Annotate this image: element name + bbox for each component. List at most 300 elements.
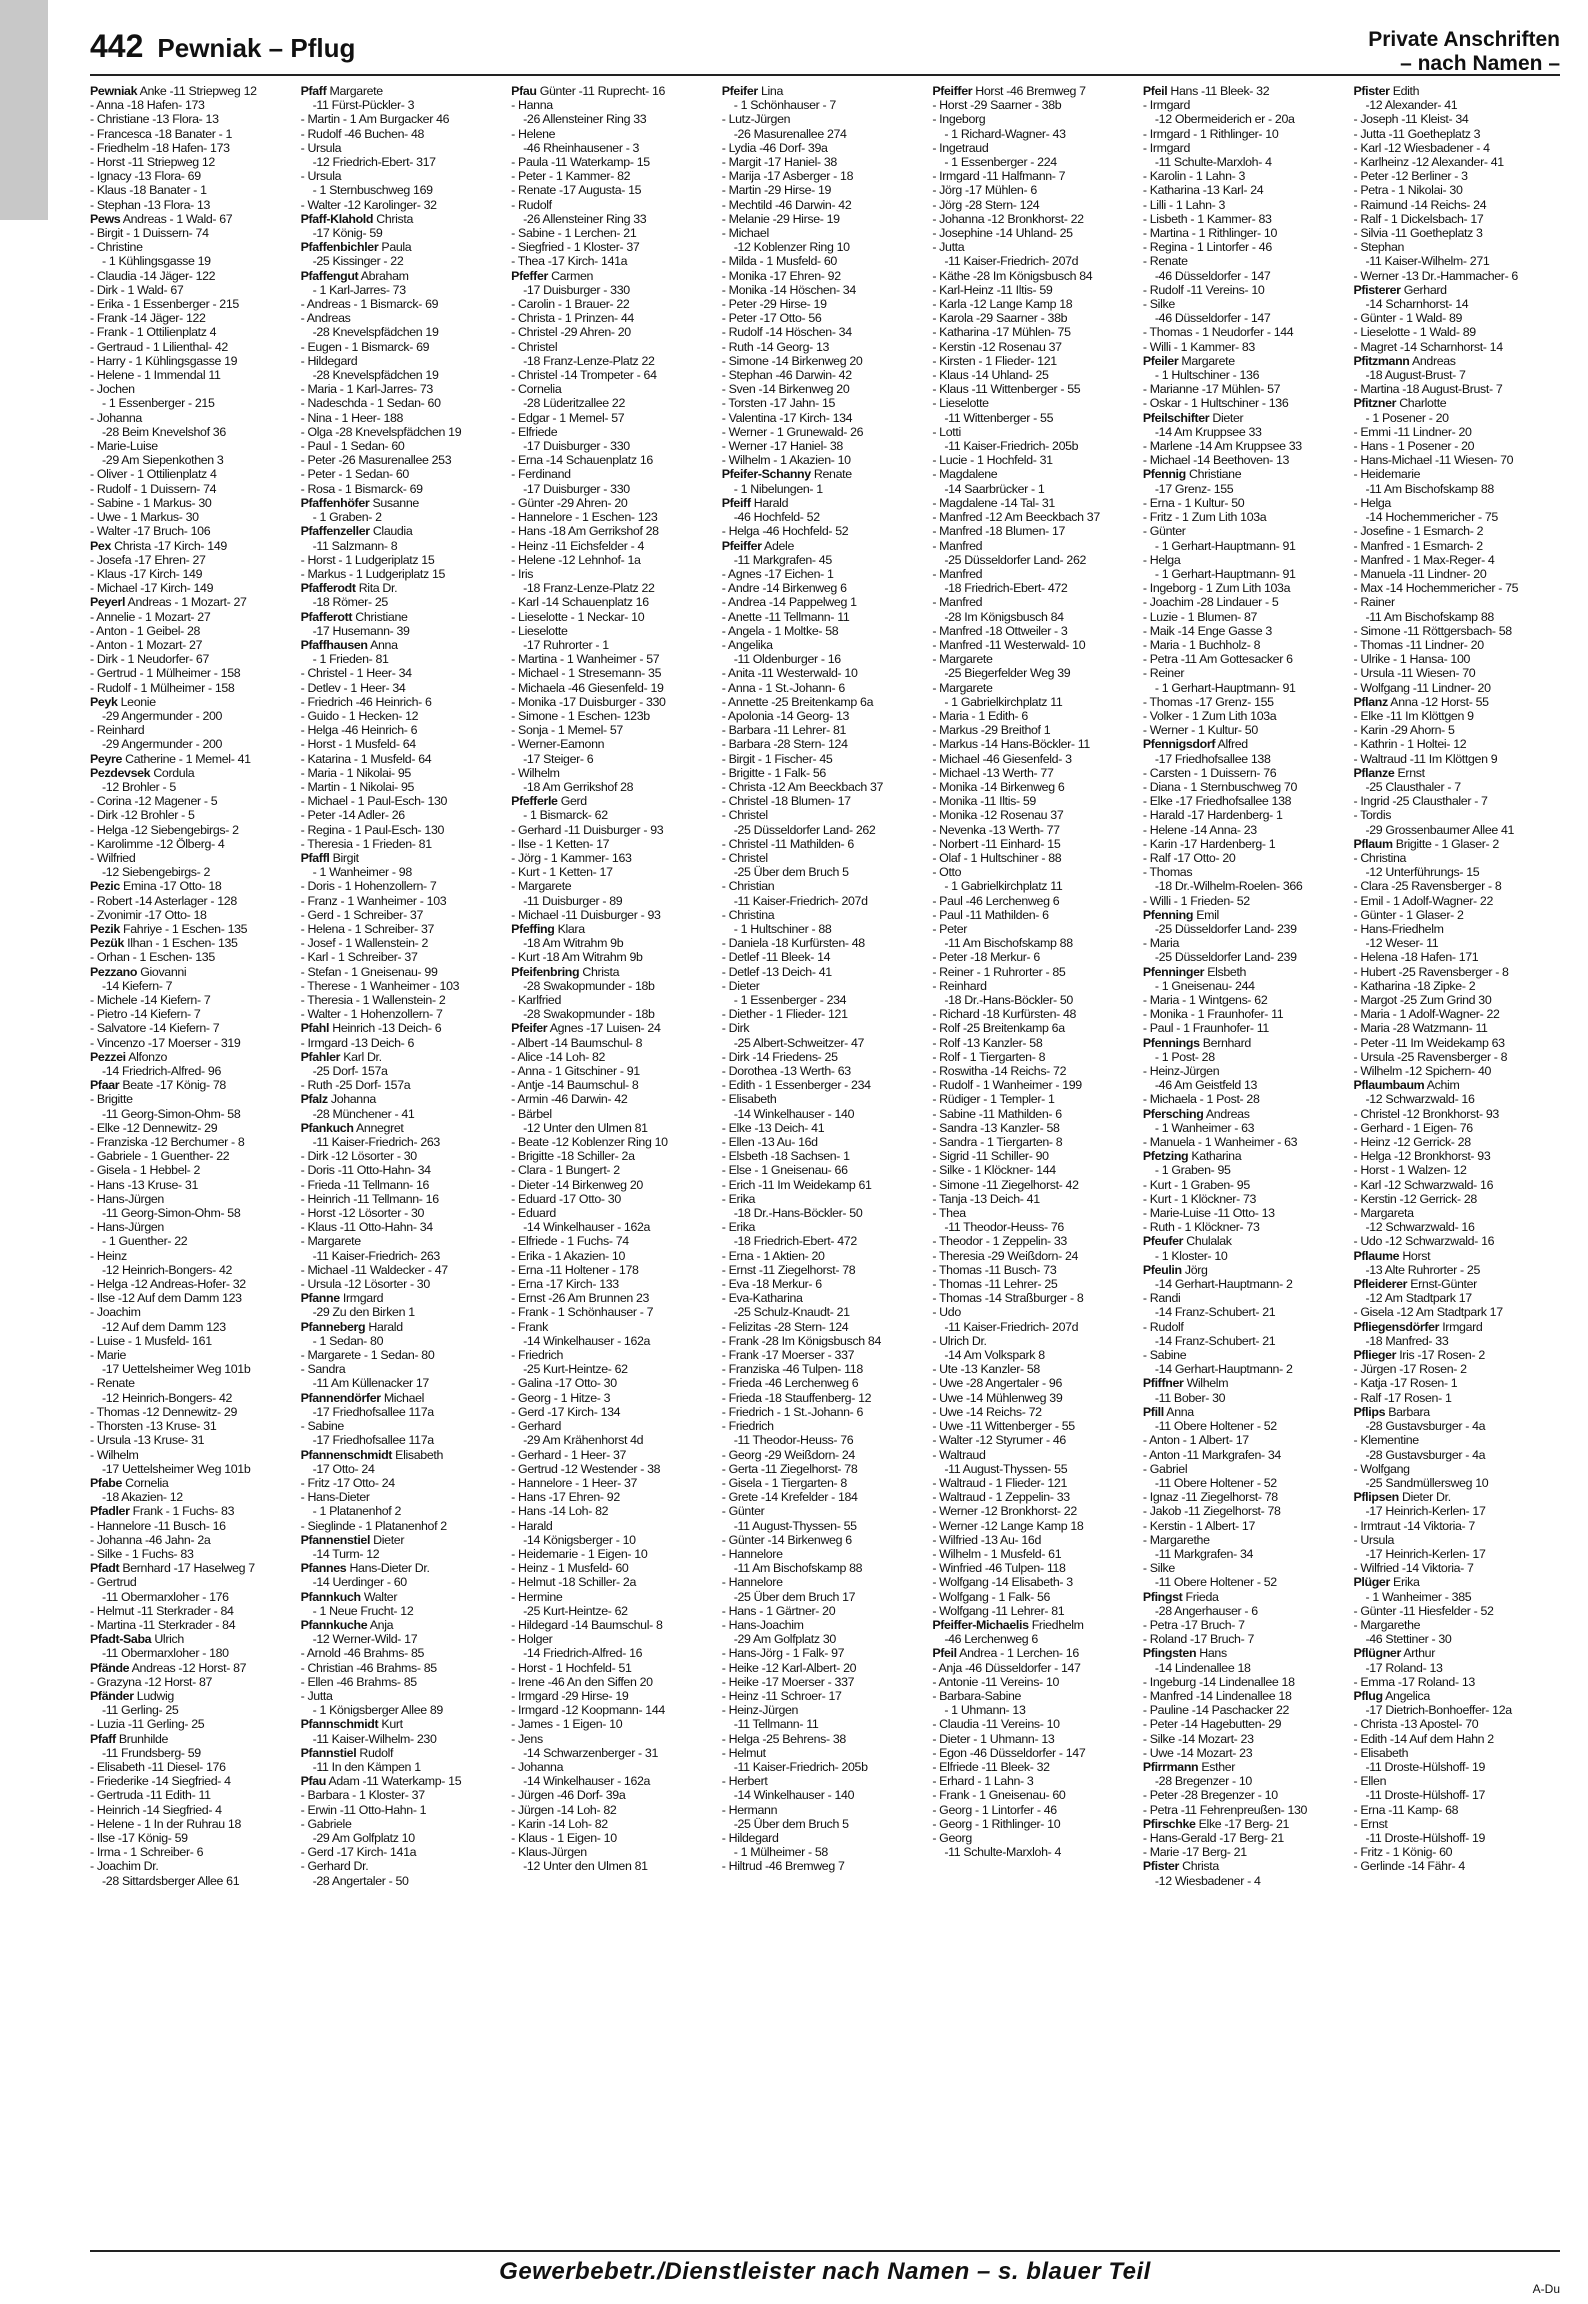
entry-text: - Elke -17 Friedhofsallee 138 xyxy=(1142,794,1292,809)
entry-line xyxy=(1143,1149,1350,1163)
listing-entry xyxy=(301,808,508,822)
listing-entry xyxy=(301,411,508,425)
entry-text: - Helena - 1 Schreiber- 37 xyxy=(300,921,435,936)
entry-address: -18 Friedrich-Ebert- 472 xyxy=(733,1234,857,1249)
entry-line xyxy=(90,1220,297,1234)
entry-address: -17 Roland- 13 xyxy=(1365,1660,1443,1675)
entry-text: - Luise - 1 Musfeld- 161 xyxy=(90,1333,212,1348)
entry-line xyxy=(932,865,1139,879)
listing-entry xyxy=(301,1490,508,1518)
entry-text: - Brigitte xyxy=(90,1092,133,1107)
entry-text: - Ingeborg xyxy=(932,112,986,127)
entry-text: - Margarethe xyxy=(1353,1617,1421,1632)
entry-line xyxy=(1143,1817,1350,1831)
entry-line xyxy=(1353,1206,1560,1220)
entry-line xyxy=(511,1675,718,1689)
entry-line xyxy=(932,539,1139,553)
listing-entry xyxy=(932,183,1139,197)
entry-address: -17 Husemann- 39 xyxy=(312,623,410,638)
entry-address: - 1 Kühlingsgasse 19 xyxy=(102,254,211,269)
entry-text: - Erika - 1 Akazien- 10 xyxy=(511,1248,625,1263)
entry-address: -14 Am Volkspark 8 xyxy=(944,1348,1045,1363)
entry-line xyxy=(722,1078,929,1092)
listing-entry xyxy=(511,340,718,368)
entry-line xyxy=(932,396,1139,410)
entry-line xyxy=(722,808,929,822)
entry-line xyxy=(1143,496,1350,510)
entry-line xyxy=(1353,1277,1560,1291)
entry-text: - Manuela -11 Lindner- 20 xyxy=(1353,566,1487,581)
entry-address: -12 Brohler - 5 xyxy=(102,779,176,794)
listing-entry xyxy=(511,851,718,865)
listing-entry xyxy=(722,226,929,254)
listing-entry xyxy=(932,354,1139,368)
entry-line xyxy=(511,1462,718,1476)
listing-entry xyxy=(1143,737,1350,765)
entry-address: -11 Bober- 30 xyxy=(1154,1390,1226,1405)
entry-text: - Ursula -11 Wiesen- 70 xyxy=(1353,666,1476,681)
entry-text: - Horst -29 Saarner - 38b xyxy=(932,98,1062,113)
entry-line xyxy=(1353,240,1560,254)
entry-address: -14 Königsberger - 10 xyxy=(523,1532,636,1547)
listing-entry xyxy=(301,709,508,723)
listing-entry xyxy=(932,112,1139,140)
listing-entry xyxy=(722,439,929,453)
entry-line xyxy=(301,1121,508,1135)
entry-address: - 1 Graben- 2 xyxy=(312,510,382,525)
entry-line xyxy=(301,425,508,439)
entry-text: - Klementine xyxy=(1353,1433,1419,1448)
entry-line xyxy=(932,752,1139,766)
entry-line xyxy=(1143,212,1350,226)
listing-entry xyxy=(90,98,297,112)
listing-entry xyxy=(90,297,297,311)
entry-text: - Walter - 1 Hohenzollern- 7 xyxy=(300,1007,443,1022)
entry-line xyxy=(1143,1291,1350,1305)
listing-entry xyxy=(90,1717,297,1731)
listing-entry xyxy=(90,212,297,226)
entry-line xyxy=(90,1859,297,1873)
entry-text: - Manfred -18 Ottweiler - 3 xyxy=(932,623,1068,638)
entry-line xyxy=(511,837,718,851)
listing-entry xyxy=(1353,837,1560,851)
listing-entry xyxy=(1353,1405,1560,1433)
entry-text: - Clara - 1 Bungert- 2 xyxy=(511,1163,620,1178)
entry-text: - Friedhelm -18 Hafen- 173 xyxy=(90,140,230,155)
listing-entry xyxy=(1143,198,1350,212)
entry-text: - Anita -11 Westerwald- 10 xyxy=(721,666,858,681)
entry-line xyxy=(511,1206,718,1220)
entry-text: Carmen xyxy=(551,268,594,283)
listing-entry xyxy=(1353,439,1560,453)
entry-line xyxy=(90,1575,297,1589)
entry-text: - Peter -14 Adler- 26 xyxy=(300,808,405,823)
listing-entry xyxy=(932,723,1139,737)
listing-entry xyxy=(90,1803,297,1817)
listing-entry xyxy=(1353,382,1560,396)
listing-entry xyxy=(511,723,718,737)
entry-line xyxy=(90,567,297,581)
listing-entry xyxy=(90,1618,297,1632)
entry-text: - Tordis xyxy=(1353,808,1392,823)
entry-text: - Hildegard xyxy=(721,1830,779,1845)
entry-line xyxy=(722,1291,929,1305)
entry-line xyxy=(1353,1575,1560,1589)
listing-entry xyxy=(1353,354,1560,382)
listing-entry xyxy=(722,524,929,538)
entry-text: - Cornelia xyxy=(511,382,562,397)
entry-address: -25 Kurt-Heintze- 62 xyxy=(523,1362,628,1377)
entry-text: - Kurt - 1 Ketten- 17 xyxy=(511,865,613,880)
listing-entry xyxy=(932,950,1139,964)
entry-line xyxy=(1353,425,1560,439)
listing-entry xyxy=(1353,1746,1560,1774)
listing-entry xyxy=(722,638,929,666)
entry-line xyxy=(90,1717,297,1731)
entry-text: - Michaela - 1 Post- 28 xyxy=(1142,1092,1260,1107)
entry-line xyxy=(932,212,1139,226)
entry-line xyxy=(90,851,297,865)
entry-address: -11 Fürst-Pückler- 3 xyxy=(312,98,415,113)
entry-line xyxy=(932,1021,1139,1035)
surname: Pfirrmann xyxy=(1142,1759,1199,1774)
listing-entry xyxy=(1143,1859,1350,1887)
entry-line xyxy=(511,340,718,354)
listing-entry xyxy=(90,1036,297,1050)
entry-text: - Paula -11 Waterkamp- 15 xyxy=(511,155,650,170)
entry-text: - Margarete - 1 Sedan- 80 xyxy=(300,1348,435,1363)
entry-line xyxy=(1353,1618,1560,1632)
entry-address: -29 Angermunder - 200 xyxy=(102,737,223,752)
entry-text: - Karl -14 Schauenplatz 16 xyxy=(511,595,649,610)
entry-address: -11 Frundsberg- 59 xyxy=(102,1745,201,1760)
entry-line xyxy=(1143,453,1350,467)
entry-line xyxy=(1353,1433,1560,1447)
listing-entry xyxy=(511,98,718,126)
surname: Pewniak xyxy=(90,84,138,98)
entry-text: - Corina -12 Magener - 5 xyxy=(90,794,218,809)
listing-entry xyxy=(722,1163,929,1177)
entry-text: - Nina - 1 Heer- 188 xyxy=(300,410,404,425)
surname: Pfalz xyxy=(300,1092,328,1107)
listing-entry xyxy=(90,752,297,766)
entry-line xyxy=(301,879,508,893)
entry-address: -28 Angertaler - 50 xyxy=(312,1873,409,1888)
listing-entry xyxy=(722,1646,929,1660)
entry-text: - Gerhard xyxy=(511,1419,562,1434)
listing-entry xyxy=(90,539,297,553)
entry-text: - Willi - 1 Frieden- 52 xyxy=(1142,893,1250,908)
entry-line xyxy=(722,610,929,624)
entry-line xyxy=(722,737,929,751)
entry-line xyxy=(722,1490,929,1504)
entry-line xyxy=(301,1163,508,1177)
entry-line xyxy=(511,269,718,283)
listing-entry xyxy=(301,1533,508,1561)
entry-line xyxy=(301,737,508,751)
entry-line xyxy=(1353,1064,1560,1078)
surname: Pfahler xyxy=(300,1049,341,1064)
entry-text: - Rudolf xyxy=(1142,1319,1184,1334)
entry-text: - Hans - 1 Posener - 20 xyxy=(1353,439,1475,454)
listing-entry xyxy=(511,1675,718,1689)
listing-entry xyxy=(932,624,1139,638)
entry-text: - Francesca -18 Banater - 1 xyxy=(90,126,233,141)
entry-text: - Thomas -17 Grenz- 155 xyxy=(1142,694,1274,709)
entry-text: - Therese - 1 Wanheimer - 103 xyxy=(300,978,460,993)
entry-text: - Irmgard -11 Halfmann- 7 xyxy=(932,169,1066,184)
entry-line xyxy=(90,127,297,141)
entry-line xyxy=(511,1575,718,1589)
entry-text: - Hubert -25 Ravensberger - 8 xyxy=(1353,964,1509,979)
listing-entry xyxy=(90,922,297,936)
entry-line xyxy=(722,112,929,126)
entry-text: - Hannelore -11 Busch- 16 xyxy=(90,1518,226,1533)
entry-text: - Sandra -13 Kanzler- 58 xyxy=(932,1120,1060,1135)
entry-address: -26 Masurenallee 274 xyxy=(733,126,847,141)
entry-line xyxy=(1353,1774,1560,1788)
listing-entry xyxy=(301,212,508,240)
entry-address: -14 Winkelhauser - 162a xyxy=(523,1333,651,1348)
entry-text: - Harry - 1 Kühlingsgasse 19 xyxy=(90,353,238,368)
surname: Pflaume xyxy=(1353,1248,1400,1263)
listing-entry xyxy=(1143,666,1350,694)
entry-address: -28 Beim Knevelshof 36 xyxy=(102,424,226,439)
entry-text: - Simone - 1 Eschen- 123b xyxy=(511,708,650,723)
entry-text: - Ursula -13 Kruse- 31 xyxy=(90,1433,205,1448)
entry-address: -11 Kaiser-Friedrich- 263 xyxy=(312,1135,440,1150)
entry-line xyxy=(932,1788,1139,1802)
entry-text: - Günter xyxy=(1142,524,1186,539)
listing-entry xyxy=(932,1234,1139,1248)
listing-entry xyxy=(932,1504,1139,1518)
listing-entry xyxy=(1353,908,1560,922)
entry-line xyxy=(90,652,297,666)
listing-entry xyxy=(90,581,297,595)
entry-line xyxy=(301,396,508,410)
entry-line xyxy=(722,1277,929,1291)
listing-entry xyxy=(1353,624,1560,638)
entry-text: - Irmgard xyxy=(1142,140,1190,155)
entry-line xyxy=(932,1561,1139,1575)
entry-address: -18 Franz-Lenze-Platz 22 xyxy=(523,353,655,368)
entry-text: - Dieter xyxy=(721,978,760,993)
listing-entry xyxy=(722,1178,929,1192)
entry-text: - Daniela -18 Kurfürsten- 48 xyxy=(721,936,865,951)
entry-text: - Klaus-Jürgen xyxy=(511,1845,587,1860)
listing-entry xyxy=(511,610,718,624)
entry-line xyxy=(90,1632,297,1646)
entry-text: - Marie-Luise xyxy=(90,439,158,454)
entry-line xyxy=(1353,1604,1560,1618)
entry-text: - Waltraud - 1 Zeppelin- 33 xyxy=(932,1490,1070,1505)
entry-address: -17 Heinrich-Kerlen- 17 xyxy=(1365,1504,1486,1519)
entry-text: - Günter - 1 Wald- 89 xyxy=(1353,311,1463,326)
listing-entry xyxy=(1143,808,1350,822)
entry-address: -28 Bregenzer - 10 xyxy=(1154,1774,1252,1789)
entry-line xyxy=(511,1760,718,1774)
listing-entry xyxy=(1143,1220,1350,1234)
entry-line xyxy=(1143,908,1350,922)
entry-text: - Rudolf xyxy=(511,197,552,212)
listing-entry xyxy=(722,752,929,766)
entry-line xyxy=(1143,254,1350,268)
entry-line xyxy=(90,1732,297,1746)
entry-text: - Christina xyxy=(1353,850,1407,865)
listing-entry xyxy=(722,1121,929,1135)
entry-text: - Gerlinde -14 Fähr- 4 xyxy=(1353,1859,1465,1874)
entry-line xyxy=(90,1121,297,1135)
entry-text: - Dirk -14 Friedens- 25 xyxy=(721,1049,838,1064)
entry-line xyxy=(722,368,929,382)
listing-entry xyxy=(722,1249,929,1263)
entry-text: - Maria - 1 Karl-Jarres- 73 xyxy=(300,382,433,397)
entry-address: -11 Markgrafen- 34 xyxy=(1154,1546,1254,1561)
entry-text: Christa -17 Kirch- 149 xyxy=(114,538,227,553)
listing-entry xyxy=(301,1036,508,1050)
entry-address: -18 Friedrich-Ebert- 472 xyxy=(944,581,1068,596)
listing-entry xyxy=(1353,1192,1560,1206)
listing-entry xyxy=(722,198,929,212)
entry-line xyxy=(90,1533,297,1547)
listing-entry xyxy=(1143,1717,1350,1731)
entry-line xyxy=(1353,908,1560,922)
entry-text: - Ralf - 1 Dickelsbach- 17 xyxy=(1353,211,1484,226)
entry-text: - Hans -18 Am Gerrikshof 28 xyxy=(511,524,659,539)
listing-entry xyxy=(1143,1732,1350,1746)
listing-entry xyxy=(932,1376,1139,1390)
entry-line xyxy=(511,1717,718,1731)
entry-address: -12 Wiesbadener - 4 xyxy=(1154,1873,1261,1888)
listing-entry xyxy=(90,1249,297,1277)
listing-entry xyxy=(511,1249,718,1263)
entry-text: - Sigrid -11 Schiller- 90 xyxy=(932,1149,1049,1164)
entry-line xyxy=(1143,1632,1350,1646)
entry-text: - Jörg - 1 Kammer- 163 xyxy=(511,850,632,865)
entry-line xyxy=(511,382,718,396)
listing-entry xyxy=(511,1149,718,1163)
entry-line xyxy=(1143,965,1350,979)
entry-line xyxy=(301,1263,508,1277)
entry-line xyxy=(511,965,718,979)
entry-text: Hans xyxy=(1199,1646,1227,1661)
surname: Pfeffer xyxy=(511,268,548,283)
entry-address: -28 Im Königsbusch 84 xyxy=(944,609,1064,624)
entry-text: - Iris xyxy=(511,566,534,581)
entry-text: - Detlef -11 Bleek- 14 xyxy=(721,950,831,965)
listing-entry xyxy=(301,908,508,922)
entry-line xyxy=(90,198,297,212)
entry-text: - Sabine xyxy=(300,1419,344,1434)
entry-address: -25 Düsseldorfer Land- 262 xyxy=(944,552,1087,567)
entry-text: - Sabine - 1 Markus- 30 xyxy=(90,495,212,510)
surname: Pflips xyxy=(1353,1404,1386,1419)
entry-line xyxy=(1143,169,1350,183)
surname: Pfeifer-Schanny xyxy=(721,467,811,482)
entry-line xyxy=(301,1391,508,1405)
entry-line xyxy=(1353,496,1560,510)
entry-text: - Manfred xyxy=(932,538,983,553)
listing-entry xyxy=(1353,155,1560,169)
entry-text: - Brigitte - 1 Falk- 56 xyxy=(721,765,826,780)
entry-line xyxy=(301,766,508,780)
listing-entry xyxy=(932,1590,1139,1604)
surname: Pfiffner xyxy=(1142,1376,1184,1391)
entry-line xyxy=(511,993,718,1007)
entry-text: - Regina - 1 Lintorfer - 46 xyxy=(1142,240,1272,255)
entry-text: - Jürgen -17 Rosen- 2 xyxy=(1353,1362,1467,1377)
listing-entry xyxy=(511,709,718,723)
entry-line xyxy=(932,1760,1139,1774)
entry-line xyxy=(301,467,508,481)
listing-entry xyxy=(1353,1391,1560,1405)
entry-line xyxy=(1143,638,1350,652)
entry-text: - Theresia -29 Weißdorn- 24 xyxy=(932,1248,1079,1263)
entry-address: -46 Lerchenweg 6 xyxy=(944,1632,1038,1647)
entry-text: - Karola -29 Saarner - 38b xyxy=(932,311,1068,326)
listing-entry xyxy=(301,354,508,382)
entry-text: Edith xyxy=(1392,84,1420,98)
listing-entry xyxy=(301,979,508,993)
surname: Pflanz xyxy=(1353,694,1388,709)
entry-text: - Margarete xyxy=(932,652,993,667)
entry-address: -12 Siebengebirgs- 2 xyxy=(102,865,211,880)
entry-line xyxy=(722,766,929,780)
listing-entry xyxy=(1353,1689,1560,1717)
listing-entry xyxy=(511,1703,718,1717)
entry-text: - Maria - 1 Edith- 6 xyxy=(932,708,1028,723)
listing-entry xyxy=(1353,1206,1560,1234)
entry-address: -26 Allensteiner Ring 33 xyxy=(523,112,647,127)
listing-entry xyxy=(301,1675,508,1689)
listing-entry xyxy=(932,1334,1139,1362)
entry-line xyxy=(932,965,1139,979)
entry-line xyxy=(1353,1717,1560,1731)
entry-text: Margarete xyxy=(1181,353,1235,368)
entry-text: - Thomas -12 Dennewitz- 29 xyxy=(90,1404,237,1419)
entry-line xyxy=(1143,1519,1350,1533)
entry-text: - Martin - 1 Nikolai- 95 xyxy=(300,779,415,794)
listing-entry xyxy=(90,1632,297,1660)
listing-entry xyxy=(722,794,929,808)
entry-line xyxy=(1143,382,1350,396)
entry-line xyxy=(1143,467,1350,481)
listing-entry xyxy=(90,1376,297,1404)
listing-entry xyxy=(511,993,718,1021)
listing-entry xyxy=(722,1661,929,1675)
entry-text: - Milda - 1 Musfeld- 60 xyxy=(721,254,837,269)
listing-entry xyxy=(511,950,718,964)
entry-line xyxy=(1143,1064,1350,1078)
entry-line xyxy=(90,524,297,538)
listing-entry xyxy=(301,467,508,481)
entry-line xyxy=(1353,1135,1560,1149)
entry-text: - Manfred -14 Lindenallee 18 xyxy=(1142,1688,1292,1703)
listing-entry xyxy=(1143,1646,1350,1674)
listing-entry xyxy=(1353,240,1560,268)
listing-entry xyxy=(301,1689,508,1717)
entry-line xyxy=(301,1788,508,1802)
entry-line xyxy=(301,1803,508,1817)
listing-entry xyxy=(722,112,929,140)
surname: Pfafferott xyxy=(300,609,353,624)
listing-entry xyxy=(301,1817,508,1845)
entry-line xyxy=(301,837,508,851)
entry-text: - Tanja -13 Deich- 41 xyxy=(932,1191,1040,1206)
entry-text: - Helene -14 Anna- 23 xyxy=(1142,822,1257,837)
entry-line xyxy=(722,212,929,226)
listing-entry xyxy=(301,695,508,709)
